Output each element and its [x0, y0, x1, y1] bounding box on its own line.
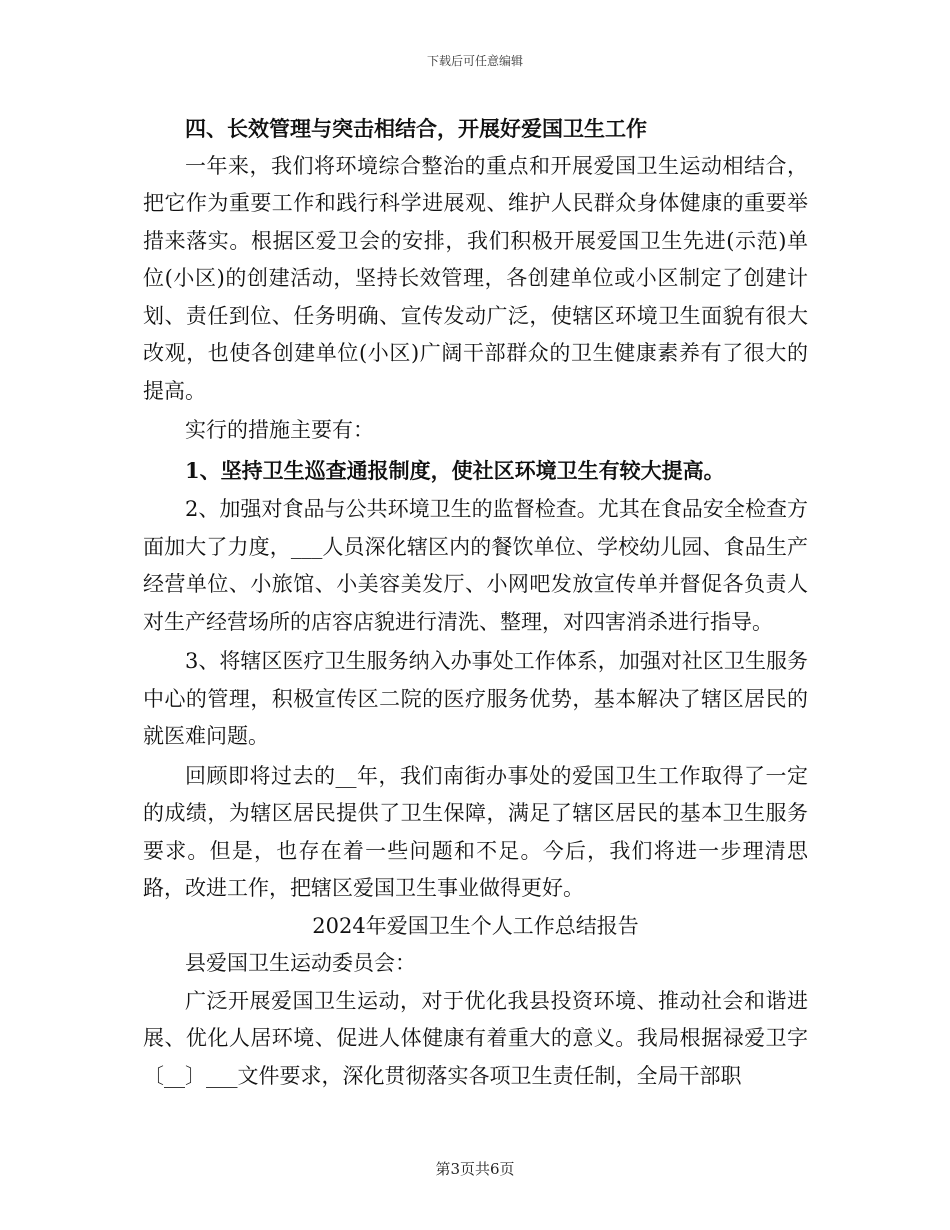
body-paragraph: 一年来，我们将环境综合整治的重点和开展爱国卫生运动相结合，把它作为重要工作和践行科学进展观、维护人民群众身体健康的重要举措来落实。根据区爱卫会的安排，我们积极开展爱国卫生先进(示范)单位(小区)的创建活动，坚持长效管理，各创建单位或小区制定了创建计划、责任到位、任务明确、宣传发动广泛，使辖区环境卫生面貌有很大改观，也使各创建单位(小区)广阔干部群众的卫生健康素养有了很大的提高。 [143, 153, 808, 403]
body-paragraph: 3、将辖区医疗卫生服务纳入办事处工作体系，加强对社区卫生服务中心的管理，积极宣传区二院的医疗服务优势，基本解决了辖区居民的就医难问题。 [143, 649, 808, 748]
measure-heading-1: 1、坚持卫生巡查通报制度，使社区环境卫生有较大提高。 [185, 457, 725, 483]
document-body [143, 110, 808, 1095]
body-paragraph: 广泛开展爱国卫生运动，对于优化我县投资环境、推动社会和谐进展、优化人居环境、促进人体健康有着重大的意义。我局根据禄爱卫字〔__〕___文件要求，深化贯彻落实各项卫生责任制，全局干部职 [143, 988, 808, 1088]
report-title: 2024年爱国卫生个人工作总结报告 [312, 913, 639, 938]
body-paragraph: 实行的措施主要有： [185, 418, 374, 442]
body-paragraph: 2、加强对食品与公共环境卫生的监督检查。尤其在食品安全检查方面加大了力度，___人员深化辖区内的餐饮单位、学校幼儿园、食品生产经营单位、小旅馆、小美容美发厅、小网吧发放宣传单并督促各负责人对生产经营场所的店容店貌进行清洗、整理，对四害消杀进行指导。 [143, 497, 808, 634]
body-paragraph: 回顾即将过去的__年，我们南街办事处的爱国卫生工作取得了一定的成绩，为辖区居民提供了卫生保障，满足了辖区居民的基本卫生服务要求。但是，也存在着一些问题和不足。今后，我们将进一步理清思路，改进工作，把辖区爱国卫生事业做得更好。 [143, 763, 808, 900]
page-header: 下载后可任意编辑 [426, 54, 523, 68]
salutation: 县爱国卫生运动委员会： [185, 951, 416, 975]
page-number: 第3页共6页 [435, 1160, 515, 1178]
section-heading-4: 四、长效管理与突击相结合，开展好爱国卫生工作 [185, 116, 647, 141]
